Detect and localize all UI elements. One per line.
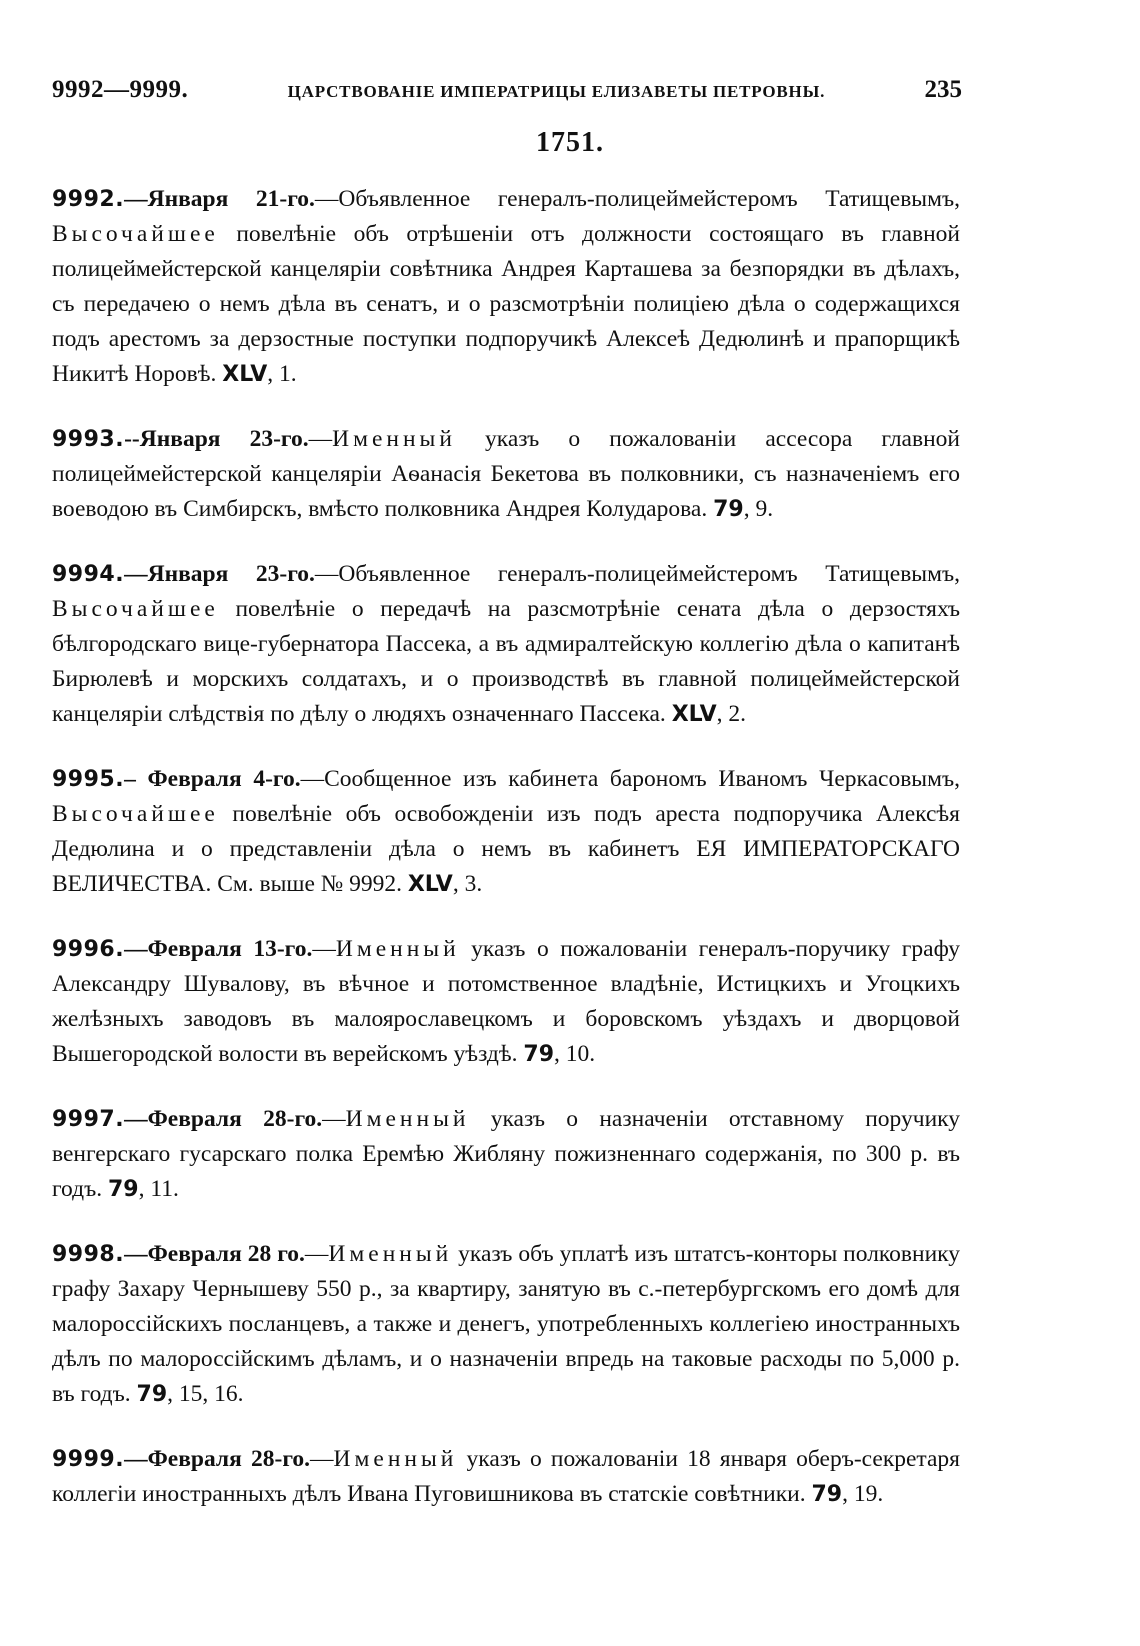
entry-volume-ref: XLV (222, 362, 268, 387)
entry-text: —Объявленное генералъ-полицеймейстеромъ Татищевымъ, (314, 186, 960, 212)
entry-text: — (304, 1241, 329, 1267)
entry-text: — (312, 936, 336, 962)
entry-spaced-word: Именный (345, 1106, 470, 1132)
entry-volume-ref: 79 (136, 1382, 168, 1407)
entry-spaced-word: Именный (332, 426, 456, 452)
entry-page-ref: , 9. (743, 496, 774, 522)
entry-number: 9994. (52, 562, 125, 587)
header-title: ЦАРСТВОВАНІЕ ИМПЕРАТРИЦЫ ЕЛИЗАВЕТЫ ПЕТРОВНЫ. (287, 82, 826, 101)
entry-volume-ref: 79 (108, 1177, 139, 1202)
entry-number: 9997. (52, 1107, 125, 1132)
entry-spaced-word: Высочайшее (52, 596, 219, 622)
entry-9996 (52, 932, 960, 1072)
entry-page-ref: , 2. (716, 701, 747, 727)
entry-volume-ref: 79 (523, 1042, 555, 1067)
entry-text: указъ о пожалованіи ассесора главной полицеймейстерской канцеляріи Аѳанасія Бекетова въ полковники, съ назначеніемъ его воеводою въ Симбирскъ, вмѣсто полковника Андрея Колударова. (52, 426, 960, 522)
entry-number: 9996. (52, 937, 125, 962)
entry-number: 9993. (52, 427, 125, 452)
entry-text: повелѣніе объ освобожденіи изъ подъ ареста подпоручика Алексѣя Дедюлина и о представленіи дѣла о немъ въ кабинетъ ЕЯ ИМПЕРАТОРСКАГО ВЕЛИЧЕСТВА. См. выше № 9992. (52, 801, 960, 897)
entry-date: —Февраля 28-го. (124, 1446, 311, 1472)
year-heading: 1751. (536, 127, 604, 158)
entry-date: —Января 21-го. (124, 186, 315, 212)
entry-date: —Февраля 28 го. (124, 1241, 305, 1267)
entry-volume-ref: 79 (713, 497, 744, 522)
entry-9992 (52, 182, 960, 392)
entry-text: —Сообщенное изъ кабинета барономъ Иваномъ Черкасовымъ, (300, 766, 960, 792)
entry-text: повелѣніе объ отрѣшеніи отъ должности состоящаго въ главной полицеймейстерской канцеляріи совѣтника Андрея Карташева за безпорядки въ дѣлахъ, съ передачею о немъ дѣла въ сенатъ, и о разсмотрѣніи полиціею дѣла о содержащихся подъ арестомъ за дерзостные поступки подпоручикѣ Алексеѣ Дедюлинѣ и прапорщикѣ Никитѣ Норовѣ. (52, 221, 960, 387)
entry-text: —Объявленное генералъ-полицеймейстеромъ Татищевымъ, (314, 561, 960, 587)
entry-text: повелѣніе о передачѣ на разсмотрѣніе сената дѣла о дерзостяхъ бѣлгородскаго вице-губернатора Пассека, а въ адмиралтейскую коллегію дѣла о капитанѣ Бирюлевѣ и морскихъ солдатахъ, и о производствѣ въ главной полицеймейстерской канцеляріи слѣдствія по дѣлу о людяхъ означеннаго Пассека. (52, 596, 960, 727)
entry-date: --Января 23-го. (124, 426, 309, 452)
entry-page-ref: , 10. (554, 1041, 596, 1067)
entry-page-ref: , 3. (452, 871, 483, 897)
entry-number: 9992. (52, 187, 125, 212)
entry-spaced-word: Именный (333, 1446, 458, 1472)
entries-list (52, 182, 960, 1542)
entry-date: – Февраля 4-го. (124, 766, 301, 792)
entry-text: — (310, 1446, 334, 1472)
entry-9994 (52, 557, 960, 732)
entry-date: —Февраля 13-го. (124, 936, 313, 962)
entry-text: — (308, 426, 333, 452)
entry-9999 (52, 1442, 960, 1512)
entry-text: указъ о пожалованіи 18 января оберъ-секретаря коллегіи иностранныхъ дѣлъ Ивана Пуговишникова въ статскіе совѣтники. (52, 1446, 960, 1507)
entry-text: указъ о пожалованіи генералъ-поручику графу Александру Шувалову, въ вѣчное и потомственное владѣніе, Истицкихъ и Угоцкихъ желѣзныхъ заводовъ въ малоярославецкомъ и боровскомъ уѣздахъ и дворцовой Вышегородской волости въ верейскомъ уѣздѣ. (52, 936, 960, 1067)
entry-number: 9999. (52, 1447, 125, 1472)
entry-9998 (52, 1237, 960, 1412)
entry-page-ref: , 19. (842, 1481, 884, 1507)
entry-date: —Января 23-го. (124, 561, 315, 587)
entry-spaced-word: Именный (328, 1241, 453, 1267)
running-header (52, 76, 962, 112)
entry-9997 (52, 1102, 960, 1207)
entry-text: — (322, 1106, 346, 1132)
entry-number: 9998. (52, 1242, 125, 1267)
entry-spaced-word: Высочайшее (52, 801, 219, 827)
entry-text: указъ объ уплатѣ изъ штатсъ-конторы полковнику графу Захару Чернышеву 550 р., за квартиру, занятую въ с.-петербургскомъ его домѣ для малороссійскихъ посланцевъ, а также и денегъ, употребленныхъ коллегіею иностранныхъ дѣлъ по малороссійскимъ дѣламъ, и о назначеніи впредь на таковые расходы по 5,000 р. въ годъ. (52, 1241, 960, 1407)
entry-spaced-word: Именный (335, 936, 460, 962)
entry-text: указъ о назначеніи отставному поручику венгерскаго гусарскаго полка Еремѣю Жибляну пожизненнаго содержанія, по 300 р. въ годъ. (52, 1106, 960, 1202)
entry-page-ref: , 15, 16. (167, 1381, 244, 1407)
entry-volume-ref: XLV (407, 872, 453, 897)
entry-volume-ref: 79 (811, 1482, 843, 1507)
entry-9995 (52, 762, 960, 902)
entry-date: —Февраля 28-го. (124, 1106, 323, 1132)
entry-page-ref: , 11. (138, 1176, 179, 1202)
entry-9993 (52, 422, 960, 527)
entry-page-ref: , 1. (267, 361, 297, 387)
header-entry-range: 9992—9999. (52, 76, 189, 103)
entry-volume-ref: XLV (671, 702, 717, 727)
entry-number: 9995. (52, 767, 125, 792)
page-number: 235 (924, 76, 962, 103)
entry-spaced-word: Высочайшее (52, 221, 219, 247)
